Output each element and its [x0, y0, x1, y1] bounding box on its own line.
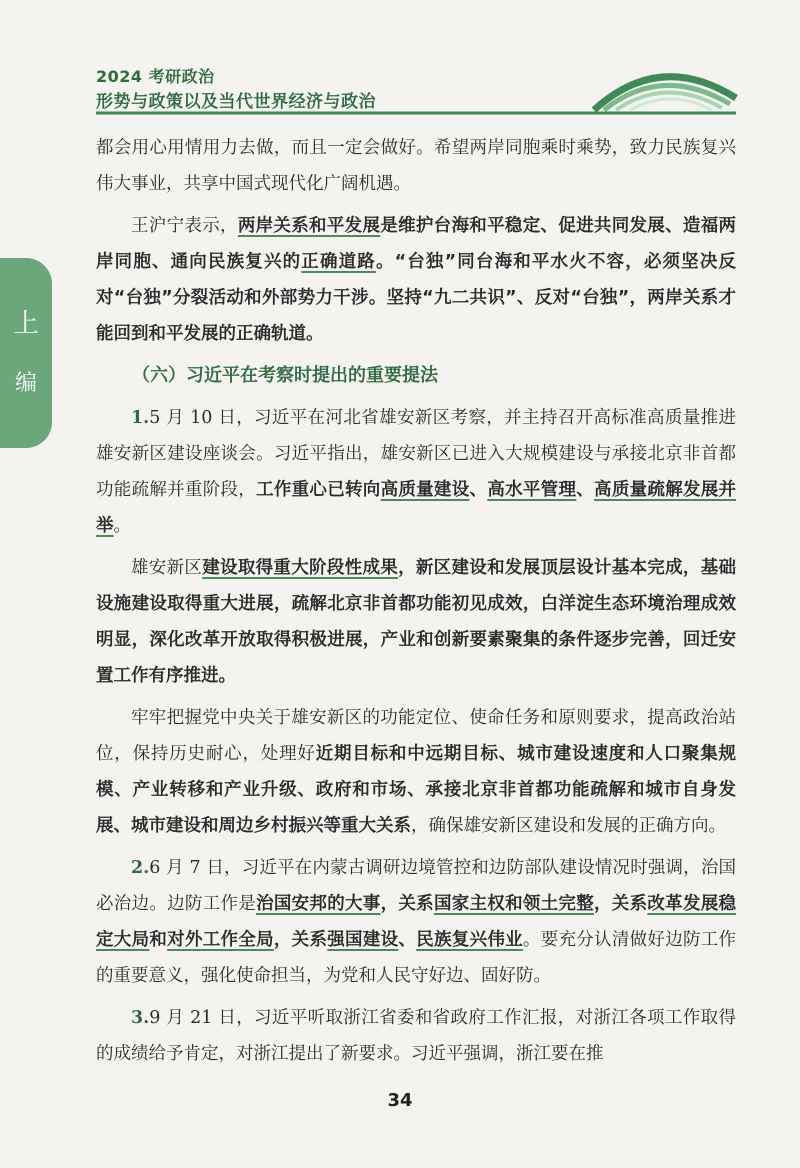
paragraph-1: 都会用心用情用力去做，而且一定会做好。希望两岸同胞乘时乘势，致力民族复兴伟大事业，共享中国式现代化广阔机遇。	[96, 138, 736, 194]
text: 、	[576, 480, 595, 500]
book-title: 2024 考研政治	[96, 67, 215, 86]
text: 牢牢把握党中央关于雄安新区的功能定位、使命任务和原则要求，提高政治站位，保持历史耐心，处理好	[96, 708, 736, 764]
key-phrase: 治国安邦的大事	[256, 894, 381, 914]
page-content	[96, 130, 736, 1078]
text: 雄安新区	[131, 558, 203, 578]
text: 6 月 7 日，习近平在内蒙古调研边境管控和边防部队建设情况时强调，治国必治边。边防工作是	[96, 858, 736, 914]
item-number: 2.	[131, 858, 150, 878]
text: 是维护台海和平稳定、促进共同发展、造福两岸同胞、通向民族复兴的	[96, 216, 737, 272]
text: 。“台独”同台海和平水火不容，必须坚决反对“台独”分裂活动和外部势力干涉。坚持“九二共识”、反对“台独”，两岸关系才能回到和平发展的正确轨道。	[96, 252, 737, 344]
key-phrase: 建设取得重大阶段性成果	[202, 558, 399, 578]
key-phrase: 高质量建设	[380, 480, 470, 500]
text: ，新区建设和发展顶层设计基本完成，基础设施建设取得重大进展，疏解北京非首都功能初见成效，白洋淀生态环境治理成效明显，深化改革开放取得积极进展，产业和创新要素聚集的条件逐步完善，回迁安置工作有序推进。	[96, 558, 737, 686]
item-number: 1.	[131, 408, 150, 428]
text: ，关系	[594, 894, 648, 914]
paragraph-6	[96, 850, 736, 994]
header-rule	[96, 110, 736, 116]
side-tab-char-1: 上	[12, 309, 39, 339]
text: 5 月 10 日，习近平在河北省雄安新区考察，并主持召开高标准高质量推进雄安新区建设座谈会。习近平指出，雄安新区已进入大规模建设与承接北京非首都功能疏解并重阶段，	[96, 408, 736, 500]
side-tab-char-2: 编	[14, 371, 37, 396]
paragraph-3	[96, 400, 736, 544]
volume-side-tab	[0, 258, 52, 448]
page-header	[0, 0, 800, 118]
paragraph-7	[96, 1000, 736, 1072]
text: 、	[469, 480, 488, 500]
key-phrase: 对外工作全局	[167, 930, 274, 950]
header-arc-decoration	[590, 58, 740, 112]
key-phrase: 高质量疏解发展并举	[96, 480, 737, 536]
key-phrase: 高水平管理	[487, 480, 577, 500]
text: 。	[113, 516, 131, 536]
key-phrase: 近期目标和中远期目标、城市建设速度和人口聚集规模、产业转移和产业升级、政府和市场、承接北京非首都功能疏解和城市自身发展、城市建设和周边乡村振兴等重大关系	[96, 744, 737, 836]
text: ，关系	[273, 930, 328, 950]
text: 。要充分认清做好边防工作的重要意义，强化使命担当，为党和人民守好边、固好防。	[96, 930, 737, 986]
text: ，确保雄安新区建设和发展的正确方向。	[411, 816, 726, 836]
key-phrase: 正确道路	[301, 252, 376, 272]
key-phrase: 国家主权和领土完整	[433, 894, 595, 914]
key-phrase: 工作重心已转向	[256, 480, 381, 500]
text: 、	[398, 930, 417, 950]
text: 王沪宁表示，	[131, 216, 238, 236]
key-phrase: 强国建设	[327, 930, 399, 950]
key-phrase: 民族复兴伟业	[416, 930, 523, 950]
paragraph-2	[96, 208, 736, 352]
section-heading: （六）习近平在考察时提出的重要提法	[132, 365, 438, 386]
page-number: 34	[387, 1090, 413, 1111]
text: 9 月 21 日，习近平听取浙江省委和省政府工作汇报，对浙江各项工作取得的成绩给予肯定，对浙江提出了新要求。习近平强调，浙江要在推	[96, 1008, 736, 1064]
text: ，关系	[380, 894, 434, 914]
item-number: 3.	[131, 1008, 150, 1028]
text: 和	[149, 930, 168, 950]
book-subtitle: 形势与政策以及当代世界经济与政治	[96, 92, 376, 112]
paragraph-4	[96, 550, 736, 694]
key-phrase: 两岸关系和平发展	[237, 216, 381, 236]
key-phrase: 改革发展稳定大局	[96, 894, 737, 950]
paragraph-5	[96, 700, 736, 844]
